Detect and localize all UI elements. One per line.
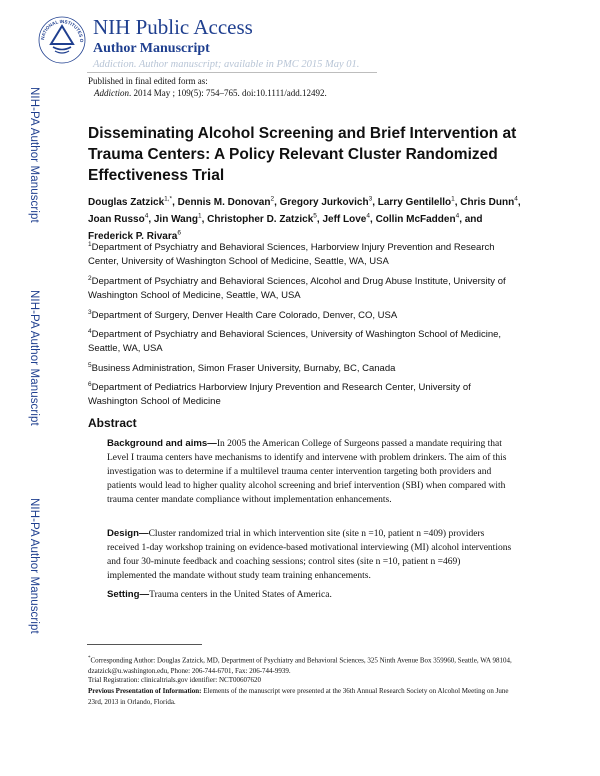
section-text: Cluster randomized trial in which intervention site (site n =10, patient n =409) providers received 1-day workshop training on evidence-based motivational interviewing (MI) alcohol interventions and four 30-minute feedback and coaching sessions; control sites (site n =10, patient n =469) implemented the mandate without study team training enhancements. — [107, 529, 512, 581]
abstract-design — [107, 527, 512, 584]
author: Christopher D. Zatzick$^5$, — [207, 212, 323, 226]
section-label: Background and aims— — [107, 438, 217, 449]
availability-note: Addiction. Author manuscript; available in PMC 2015 May 01. — [93, 59, 360, 70]
logo-text: NATIONAL INSTITUTES O — [39, 18, 85, 43]
side-label: NIH-PA Author Manuscript — [28, 87, 40, 223]
section-text: Trauma centers in the United States of America. — [149, 590, 332, 600]
affiliation: $^3$Department of Surgery, Denver Health Care Colorado, Denver, CO, USA — [88, 309, 398, 322]
nih-public-access-title: NIH Public Access — [93, 15, 253, 39]
footnote-trial-registration: Trial Registration: clinicaltrials.gov identifier: NCT00607620 — [88, 676, 261, 684]
section-text: In 2005 the American College of Surgeons passed a mandate requiring that Level I trauma centers have mechanisms to identify and intervene with problem drinkers. The aim of this investigation was to determine if a multilevel trauma center intervention targeting both providers and patients would lead to higher quality alcohol screening and brief intervention (SBI) when compared with trauma center mandate compliance without implementation enhancements. — [107, 439, 507, 505]
footnote-corresponding-author: *Corresponding Author: Douglas Zatzick, MD, Department of Psychiatry and Behavioral Sciences, 325 Ninth Avenue Box 359960, Seattle, WA 98104, dzatzick@u.washington.edu, Phone: 206-744-6701, Fax: 206-744-9939. — [88, 656, 512, 675]
published-label: Published in final edited form as: — [88, 76, 208, 86]
section-label: Design— — [107, 528, 149, 539]
author: Collin McFadden$^4$, and — [375, 212, 483, 226]
author: Jeff Love$^4$, — [322, 212, 376, 226]
author: Joan Russo$^4$, — [88, 212, 154, 226]
section-label: Setting— — [107, 589, 150, 600]
article-title: Disseminating Alcohol Screening and Brief Intervention at Trauma Centers: A Policy Relevant Cluster Randomized Effectiveness Trial — [88, 125, 517, 184]
author: Gregory Jurkovich$^3$, — [279, 196, 378, 209]
author-list — [88, 193, 528, 244]
side-label: NIH-PA Author Manuscript — [28, 498, 40, 634]
side-label: NIH-PA Author Manuscript — [28, 290, 40, 426]
nih-logo — [37, 14, 87, 64]
affiliation: $^6$Department of Pediatrics Harborview Injury Prevention and Research Center, University of Washington School of Medicine — [88, 381, 471, 408]
author: Douglas Zatzick$^{1,*}$, — [88, 196, 178, 209]
citation — [94, 88, 327, 98]
abstract-background — [107, 437, 512, 508]
citation-details: . 2014 May ; 109(5): 754–765. doi:10.1111/add.12492. — [129, 88, 327, 98]
journal-name: Addiction — [94, 88, 129, 98]
author: Frederick P. Rivara$^6$ — [88, 229, 181, 243]
author: Chris Dunn$^4$, — [460, 196, 521, 209]
header-rule — [87, 72, 377, 73]
affiliation: $^1$Department of Psychiatry and Behavioral Sciences, Harborview Injury Prevention and Research Center, University of Washington School of Medicine, Seattle, WA, USA — [88, 241, 495, 268]
author-manuscript-label: Author Manuscript — [93, 41, 210, 56]
abstract-setting — [107, 588, 512, 603]
footnote-rule — [87, 644, 202, 645]
affiliation: $^2$Department of Psychiatry and Behavioral Sciences, Alcohol and Drug Abuse Institute, University of Washington School of Medicine, Seattle, WA, USA — [88, 275, 506, 302]
author: Jin Wang$^1$, — [153, 212, 208, 226]
affiliation: $^5$Business Administration, Simon Fraser University, Burnaby, BC, Canada — [88, 362, 396, 375]
affiliation: $^4$Department of Psychiatry and Behavioral Sciences, University of Washington School of Medicine, Seattle, WA, USA — [88, 328, 502, 355]
abstract-heading: Abstract — [88, 416, 137, 430]
author: Larry Gentilello$^1$, — [377, 196, 461, 209]
footnote-presentation: Previous Presentation of Information: Elements of the manuscript were presented at the 36th Annual Research Society on Alcohol Meeting on June 23rd, 2013 in Orlando, Florida. — [88, 687, 509, 706]
author: Dennis M. Donovan$^2$, — [177, 196, 280, 209]
